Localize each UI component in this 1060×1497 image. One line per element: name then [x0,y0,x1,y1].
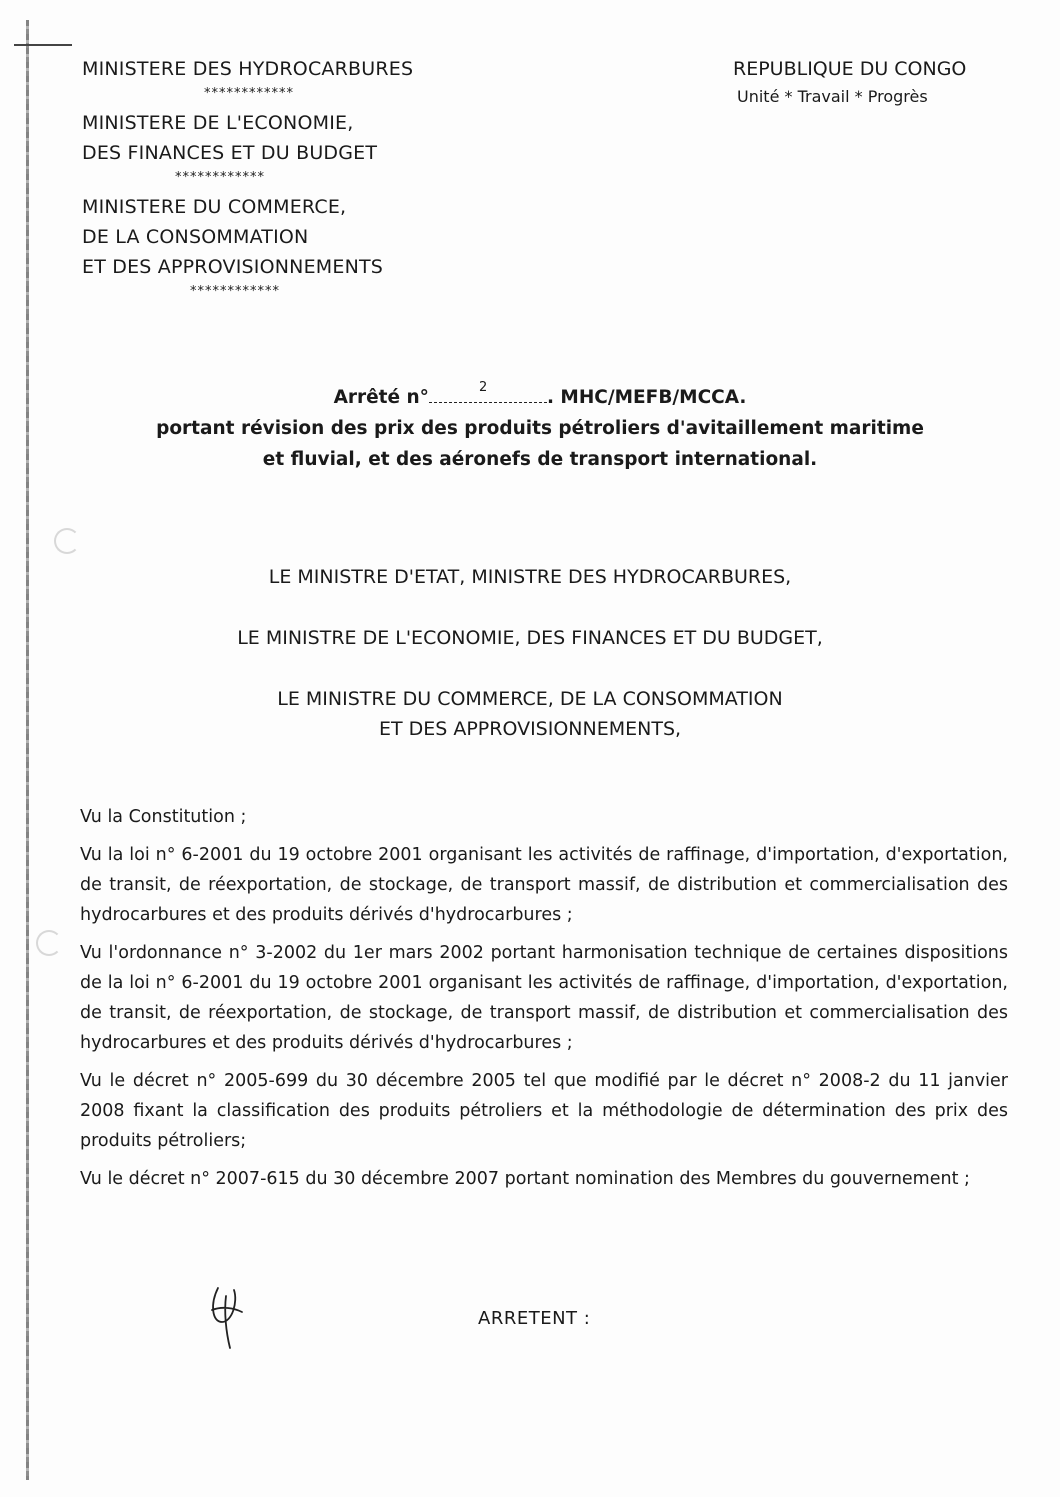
republic-header [733,54,1023,110]
ministry-hydrocarbures: MINISTERE DES HYDROCARBURES [82,58,414,80]
decree-number-line [110,382,970,413]
initials-signature [204,1282,248,1352]
considerations [80,802,1008,1202]
decree-number: 2 [478,380,488,395]
separator-stars: ************ [204,86,294,101]
consideration-paragraph: Vu la Constitution ; [80,807,247,827]
decree-subject-line: et fluvial, et des aéronefs de transport international. [262,449,818,470]
national-motto: Unité * Travail * Progrès [737,87,928,106]
decree-number-blank [429,380,547,403]
country-name: REPUBLIQUE DU CONGO [733,58,967,80]
minister-commerce: LE MINISTRE DU COMMERCE, DE LA CONSOMMATION ET DES APPROVISIONNEMENTS, [277,688,783,740]
consideration-paragraph: Vu l'ordonnance n° 3-2002 du 1er mars 2002 portant harmonisation technique de certaines dispositions de la loi n° 6-2001 du 19 octobre 2001 organisant les activités de raffinage, d'importation, d'exportation, de transit, de réexportation, de stockage, de transport massif, de distribution et commercialisation des hydrocarbures et des produits dérivés d'hydrocarbures ; [80,943,1008,1053]
decree-suffix: . MHC/MEFB/MCCA. [546,387,747,408]
consideration-paragraph: Vu le décret n° 2005-699 du 30 décembre 2005 tel que modifié par le décret n° 2008-2 du 11 janvier 2008 fixant la classification des produits pétroliers et la méthodologie de détermination des prix des produits pétroliers; [80,1071,1008,1151]
binding-edge [26,20,29,1480]
closing-arretent: ARRETENT : [478,1308,591,1329]
ministry-economie: MINISTERE DE L'ECONOMIE, DES FINANCES ET DU BUDGET [82,112,378,164]
consideration-paragraph: Vu la loi n° 6-2001 du 19 octobre 2001 organisant les activités de raffinage, d'importation, d'exportation, de transit, de réexportation, de stockage, de transport massif, de distribution et commercialisation des hydrocarbures et des produits dérivés d'hydrocarbures ; [80,845,1008,925]
minister-economie: LE MINISTRE DE L'ECONOMIE, DES FINANCES ET DU BUDGET, [237,627,823,649]
corner-mark [14,44,72,46]
consideration-paragraph: Vu le décret n° 2007-615 du 30 décembre 2007 portant nomination des Membres du gouvernement ; [80,1169,970,1189]
ministers-block [80,562,980,744]
punch-hole [36,930,62,956]
separator-stars: ************ [175,170,265,185]
decree-prefix: Arrêté n° [333,387,429,408]
decree-subject-line: portant révision des prix des produits pétroliers d'avitaillement maritime [156,418,924,439]
minister-hydrocarbures: LE MINISTRE D'ETAT, MINISTRE DES HYDROCARBURES, [268,566,792,588]
ministry-commerce: MINISTERE DU COMMERCE, DE LA CONSOMMATION ET DES APPROVISIONNEMENTS [82,196,384,278]
decree-title [110,382,970,475]
separator-stars: ************ [190,284,280,299]
issuing-ministries [82,54,502,306]
punch-hole [54,528,80,554]
